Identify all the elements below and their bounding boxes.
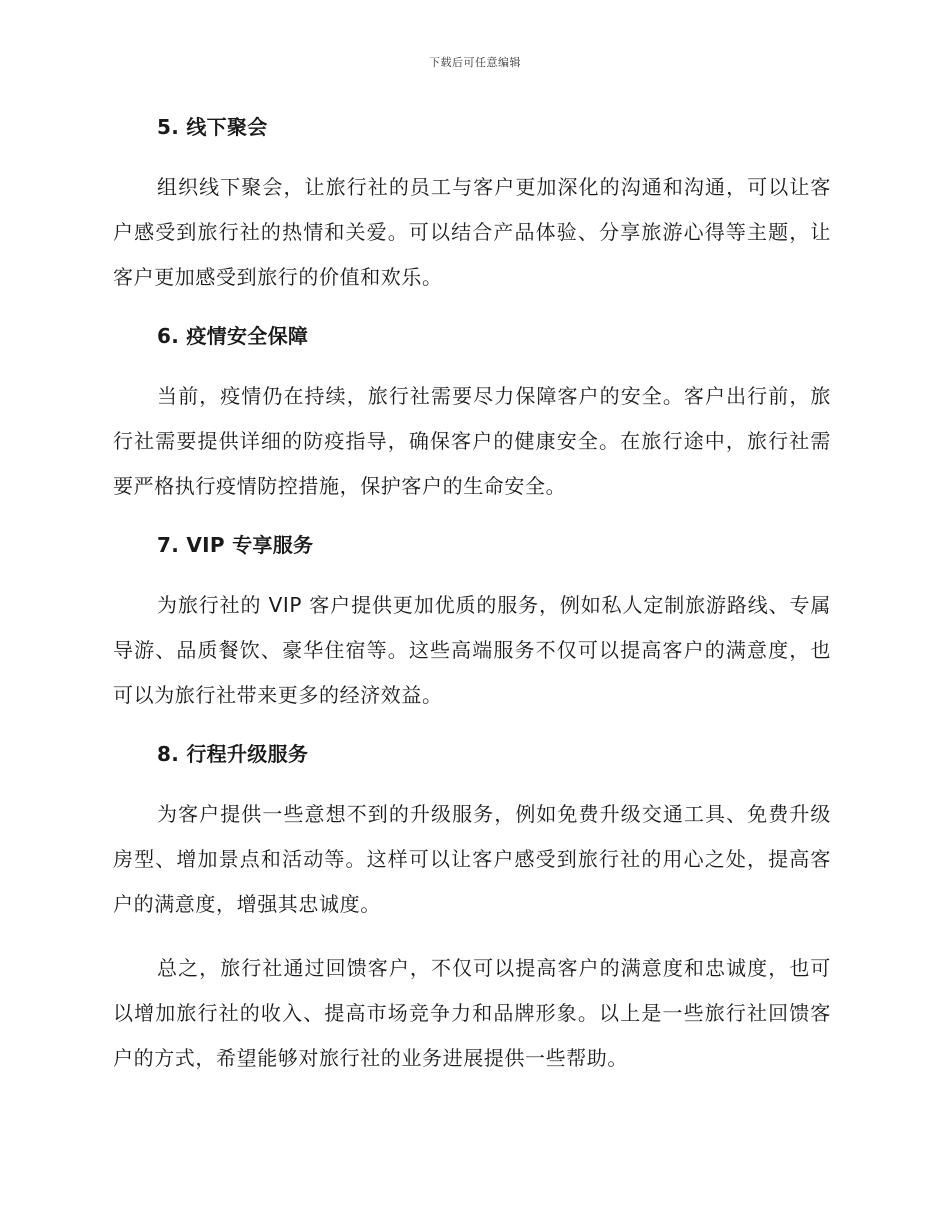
document-body <box>113 112 831 1081</box>
section-paragraph-itinerary-upgrade: 为客户提供一些意想不到的升级服务，例如免费升级交通工具、免费升级房型、增加景点和活动等。这样可以让客户感受到旅行社的用心之处，提高客户的满意度，增强其忠诚度。 <box>113 802 831 916</box>
section-heading-vip-service: 7. VIP 专享服务 <box>157 533 314 557</box>
page-header-note: 下载后可任意编辑 <box>429 56 521 69</box>
section-paragraph-vip-service: 为旅行社的 VIP 客户提供更加优质的服务，例如私人定制旅游路线、专属导游、品质餐饮、豪华住宿等。这些高端服务不仅可以提高客户的满意度，也可以为旅行社带来更多的经济效益。 <box>113 593 831 707</box>
section-paragraph-offline-gathering: 组织线下聚会，让旅行社的员工与客户更加深化的沟通和沟通，可以让客户感受到旅行社的热情和关爱。可以结合产品体验、分享旅游心得等主题，让客户更加感受到旅行的价值和欢乐。 <box>113 175 831 289</box>
section-paragraph-epidemic-safety: 当前，疫情仍在持续，旅行社需要尽力保障客户的安全。客户出行前，旅行社需要提供详细的防疫指导，确保客户的健康安全。在旅行途中，旅行社需要严格执行疫情防控措施，保护客户的生命安全。 <box>113 384 831 498</box>
section-heading-itinerary-upgrade: 8. 行程升级服务 <box>157 742 309 766</box>
section-heading-offline-gathering: 5. 线下聚会 <box>157 115 268 139</box>
conclusion-paragraph: 总之，旅行社通过回馈客户，不仅可以提高客户的满意度和忠诚度，也可以增加旅行社的收入、提高市场竞争力和品牌形象。以上是一些旅行社回馈客户的方式，希望能够对旅行社的业务进展提供一些帮助。 <box>113 956 831 1070</box>
section-heading-epidemic-safety: 6. 疫情安全保障 <box>157 324 309 348</box>
